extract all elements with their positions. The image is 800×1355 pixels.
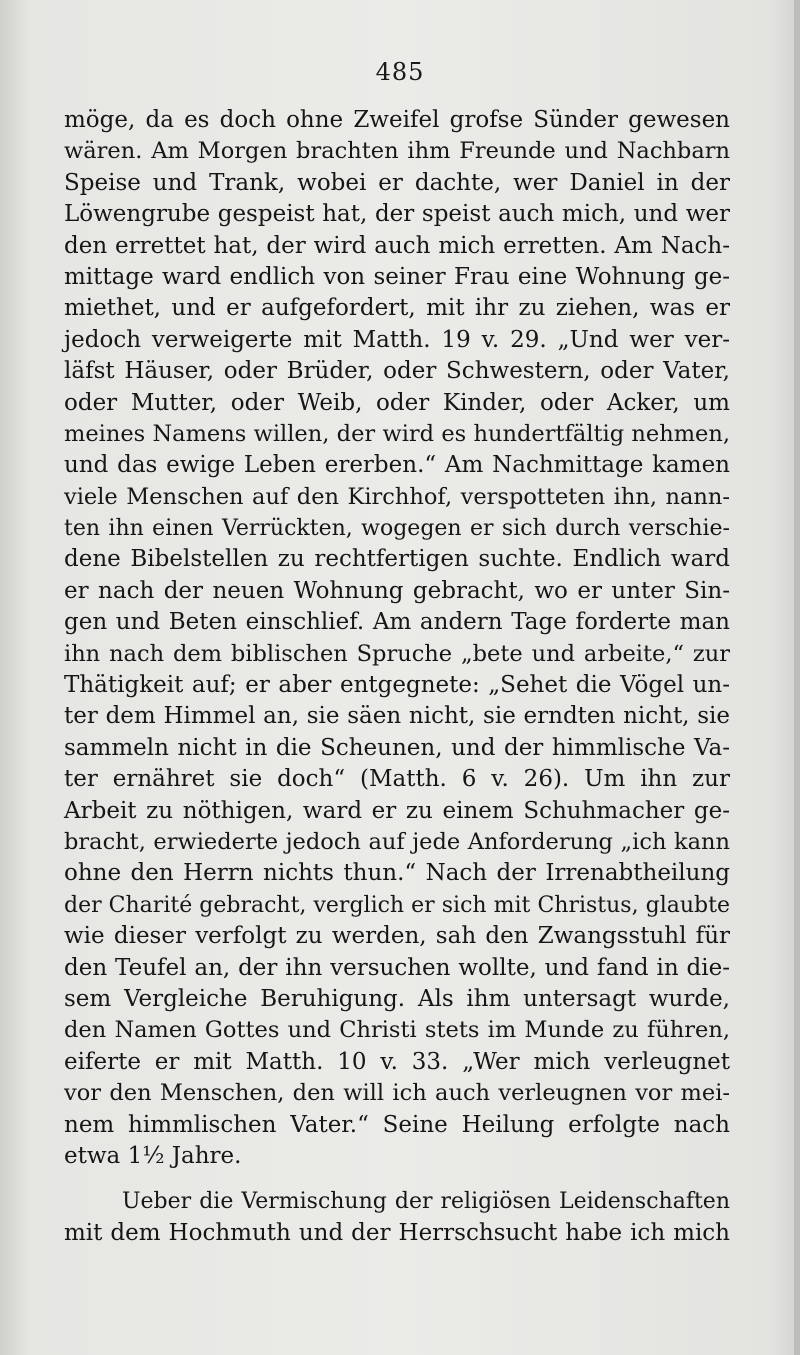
text-line: sammeln nicht in die Scheunen, und der himmlische Va- [64, 734, 730, 761]
text-line: oder Mutter, oder Weib, oder Kinder, oder Acker, um [64, 389, 730, 416]
paragraph-2 [64, 1186, 730, 1249]
text-line: etwa 1½ Jahre. [64, 1142, 242, 1169]
text-line: wie dieser verfolgt zu werden, sah den Zwangsstuhl für [64, 923, 730, 950]
text-line: eiferte er mit Matth. 10 v. 33. „Wer mich verleugnet [64, 1048, 730, 1075]
text-line: der Charité gebracht, verglich er sich mit Christus, glaubte [64, 892, 730, 918]
text-line: dene Bibelstellen zu rechtfertigen suchte. Endlich ward [64, 546, 730, 573]
paragraph-1 [64, 105, 730, 1172]
text-line: ihn nach dem biblischen Spruche „bete und arbeite,“ zur [64, 640, 730, 667]
text-line: Arbeit zu nöthigen, ward er zu einem Schuhmacher ge- [64, 797, 730, 824]
text-line: gen und Beten einschlief. Am andern Tage forderte man [64, 609, 730, 636]
text-line: ten ihn einen Verrückten, wogegen er sich durch verschie- [64, 516, 730, 542]
text-line: sem Vergleiche Beruhigung. Als ihm untersagt wurde, [64, 985, 730, 1012]
text-line: ohne den Herrn nichts thun.“ Nach der Irrenabtheilung [64, 860, 730, 887]
text-line: Ueber die Vermischung der religiösen Leidenschaften [122, 1189, 730, 1215]
text-line: läfst Häuser, oder Brüder, oder Schwestern, oder Vater, [64, 358, 730, 385]
text-line: meines Namens willen, der wird es hundertfältig nehmen, [64, 420, 730, 447]
text-line: mit dem Hochmuth und der Herrschsucht habe ich mich [64, 1219, 730, 1246]
text-line: mittage ward endlich von seiner Frau eine Wohnung ge- [64, 263, 730, 290]
text-line: miethet, und er aufgefordert, mit ihr zu ziehen, was er [64, 295, 730, 322]
text-line: ter dem Himmel an, sie säen nicht, sie erndten nicht, sie [64, 703, 730, 730]
text-line: er nach der neuen Wohnung gebracht, wo er unter Sin- [64, 577, 730, 604]
text-line: bracht, erwiederte jedoch auf jede Anforderung „ich kann [64, 828, 730, 855]
page-edge [794, 0, 800, 1355]
text-line: den Namen Gottes und Christi stets im Munde zu führen, [64, 1017, 730, 1044]
paragraph-gap [64, 1172, 730, 1186]
text-line: Speise und Trank, wobei er dachte, wer Daniel in der [64, 169, 730, 196]
text-line: Thätigkeit auf; er aber entgegnete: „Sehet die Vögel un- [64, 672, 730, 699]
text-line: jedoch verweigerte mit Matth. 19 v. 29. „Und wer ver- [64, 326, 730, 353]
body-text [64, 105, 730, 1249]
text-line: vor den Menschen, den will ich auch verleugnen vor mei- [64, 1080, 730, 1107]
text-line: Löwengrube gespeist hat, der speist auch mich, und wer [64, 201, 730, 228]
text-line: und das ewige Leben ererben.“ Am Nachmittage kamen [64, 452, 730, 479]
text-line: viele Menschen auf den Kirchhof, verspotteten ihn, nann- [64, 483, 730, 510]
text-line: möge, da es doch ohne Zweifel grofse Sünder gewesen [64, 107, 730, 133]
text-line: den errettet hat, der wird auch mich erretten. Am Nach- [64, 232, 730, 259]
page-number: 485 [375, 58, 425, 86]
text-line: wären. Am Morgen brachten ihm Freunde und Nachbarn [64, 138, 730, 165]
text-line: nem himmlischen Vater.“ Seine Heilung erfolgte nach [64, 1111, 730, 1138]
text-line: den Teufel an, der ihn versuchen wollte, und fand in die- [64, 954, 730, 981]
text-line: ter ernähret sie doch“ (Matth. 6 v. 26). Um ihn zur [64, 766, 730, 793]
